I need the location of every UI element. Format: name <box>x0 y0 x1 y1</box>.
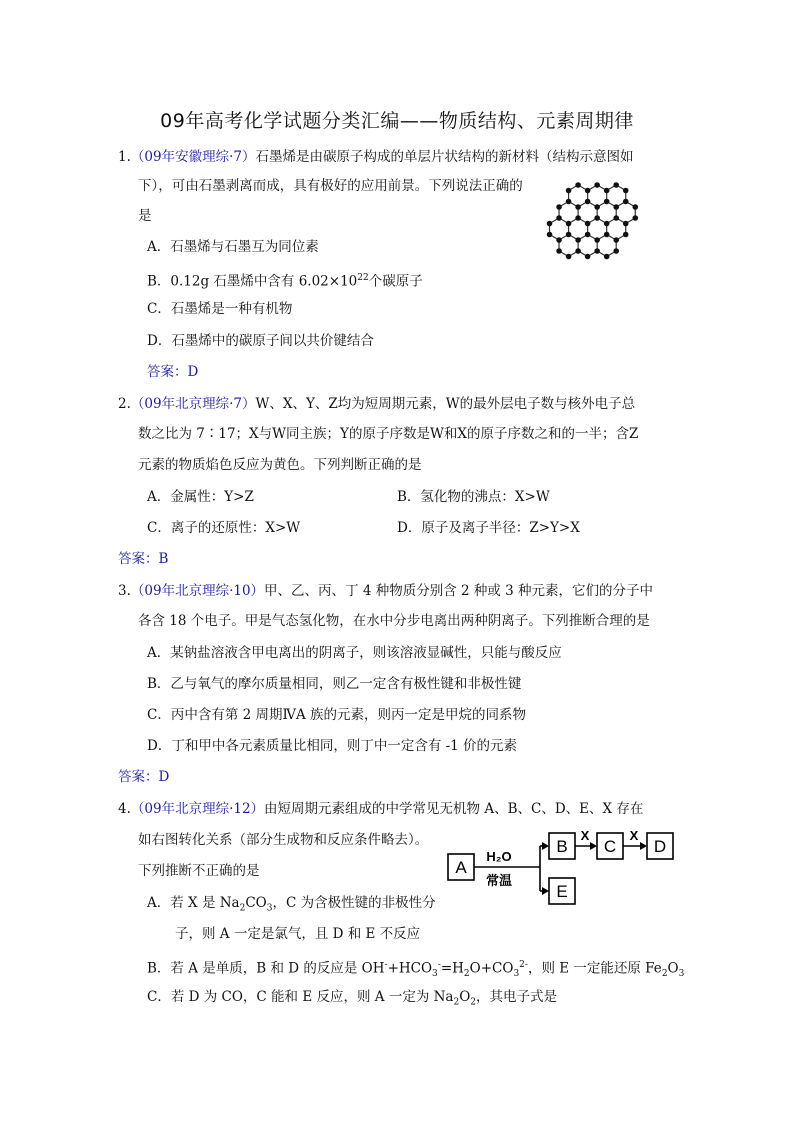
q1-line-1 <box>118 147 633 167</box>
carbon-atom <box>547 232 553 238</box>
q3-option-a: A．某钠盐溶液含甲电离出的阴离子，则该溶液显碱性，只能与酸反应 <box>147 645 562 661</box>
carbon-atom <box>566 199 572 205</box>
reaction-flow-diagram <box>445 828 685 910</box>
q4-option-a-line-1: A．若 X 是 $Na_2CO_3$，C 为含极性键的非极性分 <box>147 895 436 914</box>
q2-stem-3: 元素的物质焰色反应为黄色。下列判断正确的是 <box>138 457 422 473</box>
q2-source: （09年北京理综·7） <box>130 396 256 412</box>
carbon-atom <box>613 215 619 221</box>
q2-option-c: C．离子的还原性：X>W <box>147 520 301 536</box>
q1-number: 1. <box>118 149 131 165</box>
reagent-x-2: X <box>629 828 639 843</box>
q2-number: 2. <box>118 396 131 412</box>
condition-room-temp: 常温 <box>485 873 513 888</box>
q1-stem-3: 是 <box>138 208 152 224</box>
q4-line-1 <box>118 799 643 819</box>
carbon-atom <box>604 254 610 260</box>
q3-option-b: B．乙与氧气的摩尔质量相同，则乙一定含有极性键和非极性键 <box>147 676 522 692</box>
carbon-atom <box>585 254 591 260</box>
q4-option-a-line-2: 子，则 A 一定是氯气，且 D 和 E 不反应 <box>175 926 421 942</box>
q2-option-d: D．原子及离子半径：Z>Y>X <box>397 520 580 536</box>
carbon-atom <box>547 221 553 227</box>
carbon-atom <box>556 215 562 221</box>
label-e: E <box>556 882 568 901</box>
carbon-atom <box>575 182 581 188</box>
q4-stem-3: 下列推断不正确的是 <box>138 863 260 879</box>
carbon-atom <box>613 248 619 254</box>
q1-option-b: B．0.12g 石墨烯中含有 $6.02\times 10^{22}$个碳原子 <box>147 273 423 290</box>
q3-answer: 答案：D <box>118 769 170 785</box>
q4-stem-1: 由短周期元素组成的中学常见无机物 A、B、C、D、E、X 存在 <box>264 801 644 817</box>
carbon-atom <box>556 248 562 254</box>
q4-option-c: C．若 D 为 CO，C 能和 E 反应，则 A 一定为 $Na_2O_2$，其电子式是 <box>147 989 558 1008</box>
reagent-x-1: X <box>580 828 590 843</box>
carbon-atom <box>566 188 572 194</box>
carbon-atom <box>604 232 610 238</box>
graphene-structure-figure <box>540 182 670 272</box>
q3-source: （09年北京理综·10） <box>130 583 265 599</box>
q4-number: 4. <box>118 801 131 817</box>
label-b: B <box>556 837 568 856</box>
q1-option-d: D．石墨烯中的碳原子间以共价键结合 <box>147 333 374 349</box>
carbon-atom <box>623 188 629 194</box>
carbon-atom <box>604 188 610 194</box>
carbon-atom <box>585 188 591 194</box>
q1-option-c: C．石墨烯是一种有机物 <box>147 301 293 317</box>
q2-stem-1: W、X、Y、Z均为短周期元素，W的最外层电子数与核外电子总 <box>255 396 636 412</box>
carbon-atom <box>556 204 562 210</box>
q3-option-d: D．丁和甲中各元素质量比相同，则丁中一定含有 -1 价的元素 <box>147 738 518 754</box>
q1-source: （09年安徽理综·7） <box>130 149 256 165</box>
label-a: A <box>455 858 467 877</box>
carbon-atom <box>594 237 600 243</box>
carbon-atom <box>623 232 629 238</box>
carbon-atom <box>556 237 562 243</box>
carbon-atom <box>575 204 581 210</box>
label-c: C <box>603 837 617 856</box>
carbon-atom <box>585 232 591 238</box>
carbon-atom <box>623 199 629 205</box>
carbon-atom <box>594 248 600 254</box>
carbon-atom <box>613 237 619 243</box>
carbon-atom <box>632 204 638 210</box>
carbon-atom <box>604 221 610 227</box>
q3-number: 3. <box>118 583 131 599</box>
carbon-atom <box>594 215 600 221</box>
carbon-atom <box>594 182 600 188</box>
q4-stem-2: 如右图转化关系（部分生成物和反应条件略去）。 <box>138 832 429 848</box>
page-title: 09年高考化学试题分类汇编——物质结构、元素周期律 <box>160 110 634 132</box>
carbon-atom <box>566 221 572 227</box>
carbon-atom <box>613 204 619 210</box>
carbon-atom <box>566 232 572 238</box>
carbon-atom <box>575 215 581 221</box>
carbon-atom <box>594 204 600 210</box>
carbon-atom <box>585 221 591 227</box>
carbon-atom <box>613 182 619 188</box>
q1-stem-2: 下），可由石墨剥离而成，具有极好的应用前景。下列说法正确的 <box>138 178 523 194</box>
q2-option-a: A．金属性：Y>Z <box>147 489 254 505</box>
reagent-h2o: H₂O <box>486 849 512 864</box>
q3-stem-2: 各含 18 个电子。甲是气态氢化物，在水中分步电离出两种阴离子。下列推断合理的是 <box>138 613 650 629</box>
carbon-atom <box>575 237 581 243</box>
q3-line-1 <box>118 581 653 601</box>
carbon-atom <box>575 248 581 254</box>
carbon-atom <box>566 254 572 260</box>
carbon-atom <box>623 221 629 227</box>
q2-option-b: B．氢化物的沸点：X>W <box>397 489 550 505</box>
carbon-atom <box>632 215 638 221</box>
q3-option-c: C．丙中含有第 2 周期ⅣA 族的元素，则丙一定是甲烷的同系物 <box>147 707 527 723</box>
q4-source: （09年北京理综·12） <box>130 801 265 817</box>
q4-option-b: B．若 A 是单质，B 和 D 的反应是 $OH^-+HCO_3^-=H_2O+CO_3^{2-}$，则 E 一定能还原 $Fe_2O_3$ <box>147 960 685 980</box>
q1-answer: 答案：D <box>147 364 199 380</box>
q2-stem-2: 数之比为 7∶17；X与W同主族；Y的原子序数是W和X的原子序数之和的一半；含Z <box>138 426 639 442</box>
q1-option-a: A．石墨烯与石墨互为同位素 <box>147 239 319 255</box>
q2-line-1 <box>118 394 635 414</box>
q1-stem-1: 石墨烯是由碳原子构成的单层片状结构的新材料（结构示意图如 <box>255 149 634 165</box>
label-d: D <box>653 837 667 856</box>
q2-answer: 答案：B <box>118 551 169 567</box>
q3-stem-1: 甲、乙、丙、丁 4 种物质分别含 2 种或 3 种元素，它们的分子中 <box>264 583 654 599</box>
carbon-atom <box>585 199 591 205</box>
carbon-atom <box>604 199 610 205</box>
